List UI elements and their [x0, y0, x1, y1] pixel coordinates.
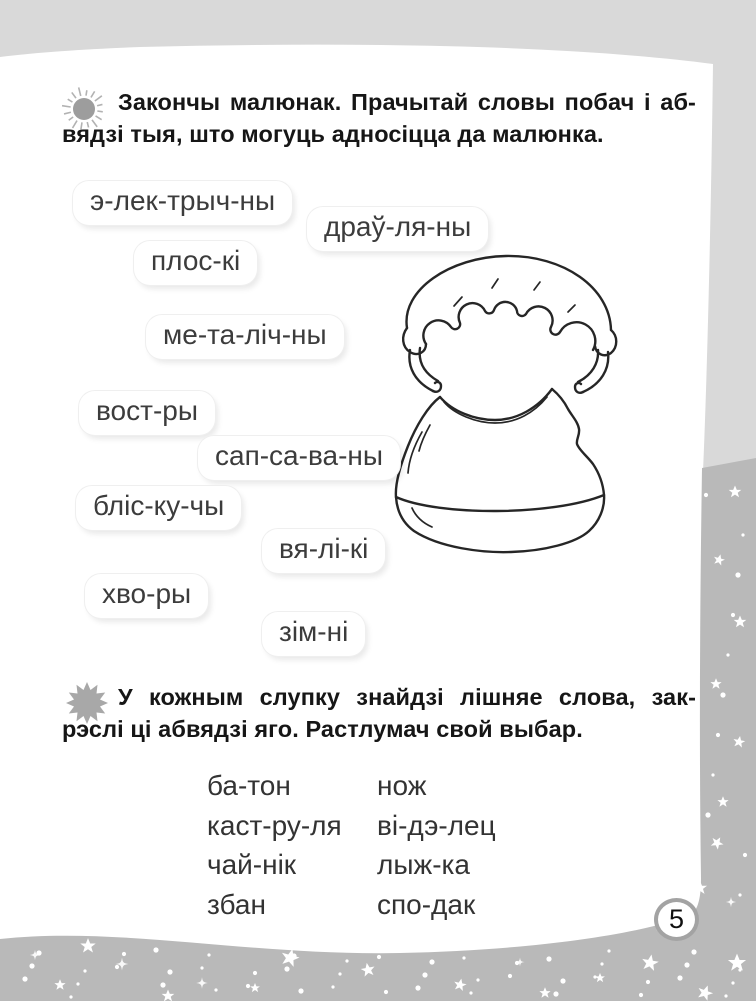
column-word[interactable]: каст-ру-ля — [207, 809, 342, 841]
word-bubble[interactable]: хво-ры — [85, 574, 208, 618]
word-bubble[interactable]: сап-са-ва-ны — [198, 436, 400, 480]
page-number: 5 — [668, 904, 685, 934]
word-bubble[interactable]: плос-кі — [134, 241, 257, 285]
column-word[interactable]: збан — [207, 888, 266, 920]
word-bubble[interactable]: бліс-ку-чы — [76, 486, 241, 530]
kettle-drawing — [388, 250, 620, 556]
word-bubble[interactable]: э-лек-трыч-ны — [73, 181, 292, 225]
word-bubble[interactable]: драў-ля-ны — [307, 207, 488, 251]
exercise2-instruction-line2: рэслі ці абвядзі яго. Растлумач свой выбар. — [62, 715, 583, 742]
column-word[interactable]: ві-дэ-лец — [377, 809, 496, 841]
word-bubble[interactable]: вя-лі-кі — [262, 529, 385, 573]
column-word[interactable]: чай-нік — [207, 849, 297, 880]
column-word[interactable]: лыж-ка — [377, 849, 470, 880]
exercise2-instruction — [62, 682, 696, 745]
exercise1-instruction-line2: вядзі тыя, што могуць адносіцца да малюнка. — [62, 120, 604, 147]
column-word[interactable]: спо-дак — [377, 888, 476, 920]
exercise1-instruction-line1: Закончы малюнак. Прачытай словы побач і аб- — [118, 89, 696, 115]
word-bubble[interactable]: ме-та-ліч-ны — [146, 315, 344, 359]
word-column-1 — [207, 766, 342, 924]
exercise2-instruction-line1: У кожным слупку знайдзі лішняе слова, зак- — [118, 684, 696, 710]
column-word[interactable]: ба-тон — [207, 770, 291, 801]
page-number-badge — [654, 898, 699, 941]
word-column-2 — [377, 766, 496, 924]
word-bubble[interactable]: вост-ры — [79, 391, 215, 435]
column-word[interactable]: нож — [377, 770, 427, 801]
word-bubble[interactable]: зім-ні — [262, 612, 365, 656]
exercise1-instruction — [62, 87, 696, 150]
